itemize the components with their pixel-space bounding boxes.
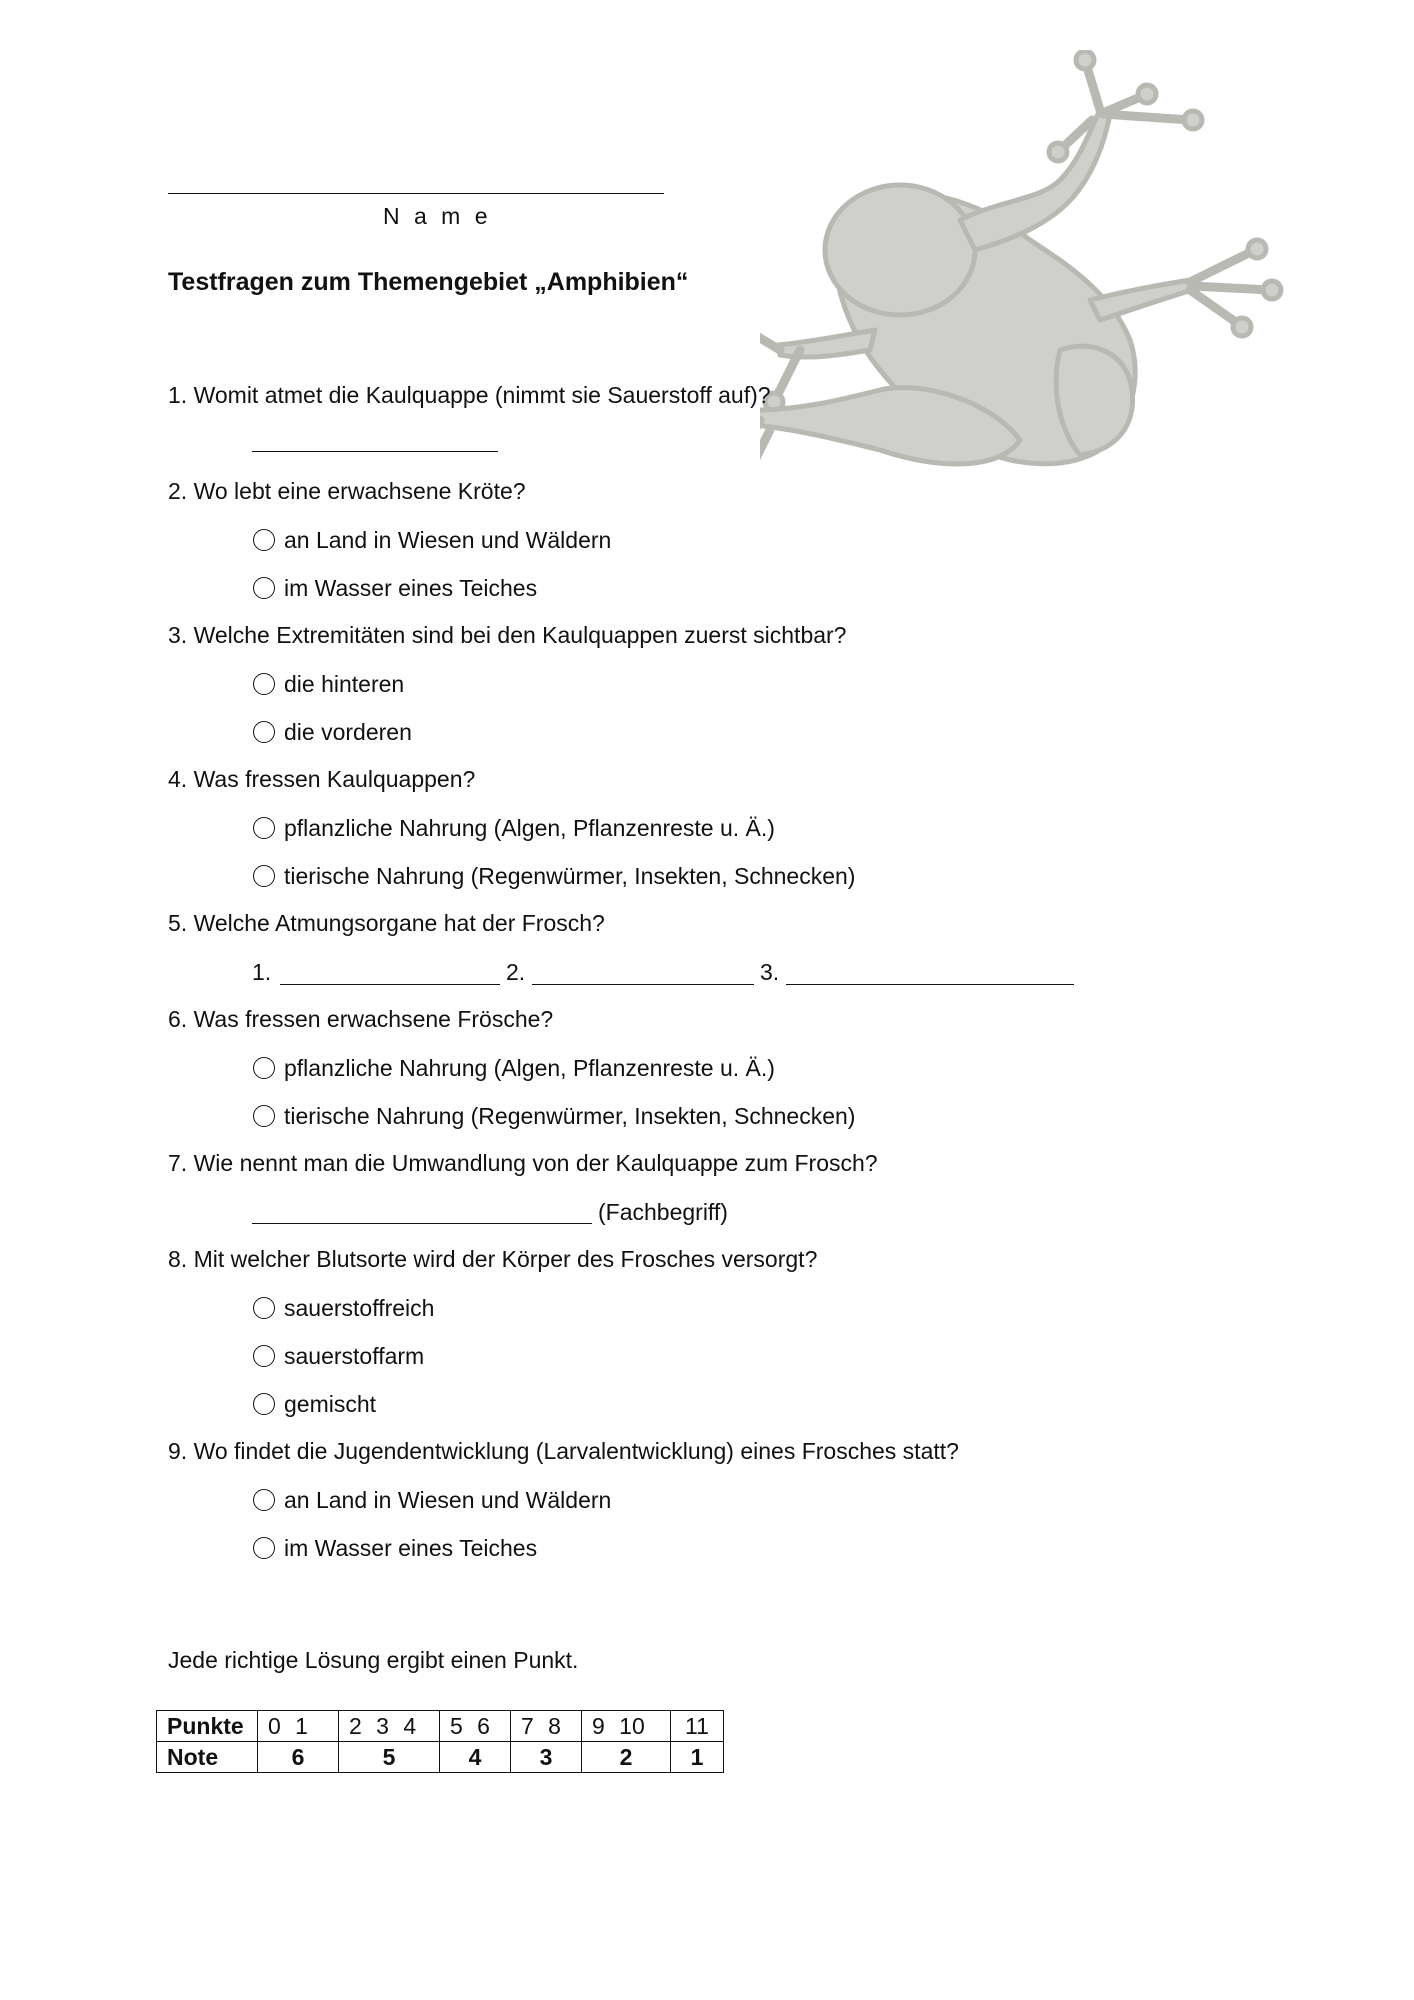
radio-q9-b[interactable] xyxy=(253,1537,275,1559)
radio-q4-a[interactable] xyxy=(253,817,275,839)
option-q6-b: tierische Nahrung (Regenwürmer, Insekten, Schnecken) xyxy=(284,1103,856,1129)
option-q8-a: sauerstoffreich xyxy=(284,1295,435,1321)
page-title: Testfragen zum Themengebiet „Amphibien“ xyxy=(168,268,689,296)
question-5: 5. Welche Atmungsorgane hat der Frosch? xyxy=(168,910,605,936)
grades-row xyxy=(157,1742,724,1773)
points-cell: 9 10 xyxy=(582,1711,671,1742)
grade-cell: 2 xyxy=(582,1742,671,1773)
answer-line-q7[interactable] xyxy=(252,1223,592,1224)
name-label: N a m e xyxy=(383,203,492,229)
blank-label-1: 1. xyxy=(252,959,272,985)
answer-line-q5-2[interactable] xyxy=(532,984,754,985)
answer-line-q1[interactable] xyxy=(252,451,498,452)
grades-label: Note xyxy=(157,1742,258,1773)
option-q2-a: an Land in Wiesen und Wäldern xyxy=(284,527,612,553)
option-q4-a: pflanzliche Nahrung (Algen, Pflanzenreste u. Ä.) xyxy=(284,815,775,841)
blank-label-3: 3. xyxy=(760,959,780,985)
radio-q8-c[interactable] xyxy=(253,1393,275,1415)
grade-cell: 3 xyxy=(511,1742,582,1773)
question-9: 9. Wo findet die Jugendentwicklung (Larvalentwicklung) eines Frosches statt? xyxy=(168,1438,959,1464)
grade-cell: 6 xyxy=(258,1742,339,1773)
radio-q6-b[interactable] xyxy=(253,1105,275,1127)
points-row xyxy=(157,1711,724,1742)
radio-q2-b[interactable] xyxy=(253,577,275,599)
question-3: 3. Welche Extremitäten sind bei den Kaulquappen zuerst sichtbar? xyxy=(168,622,847,648)
radio-q3-b[interactable] xyxy=(253,721,275,743)
answer-suffix-q7: (Fachbegriff) xyxy=(598,1199,728,1225)
option-q6-a: pflanzliche Nahrung (Algen, Pflanzenreste u. Ä.) xyxy=(284,1055,775,1081)
frog-icon xyxy=(760,50,1350,620)
points-cell: 7 8 xyxy=(511,1711,582,1742)
option-q4-b: tierische Nahrung (Regenwürmer, Insekten, Schnecken) xyxy=(284,863,856,889)
blank-label-2: 2. xyxy=(506,959,526,985)
option-q8-c: gemischt xyxy=(284,1391,377,1417)
option-q3-b: die vorderen xyxy=(284,719,412,745)
answer-line-q5-3[interactable] xyxy=(786,984,1074,985)
question-4: 4. Was fressen Kaulquappen? xyxy=(168,766,476,792)
footer-note: Jede richtige Lösung ergibt einen Punkt. xyxy=(168,1647,579,1673)
question-1: 1. Womit atmet die Kaulquappe (nimmt sie Sauerstoff auf)? xyxy=(168,382,771,408)
grade-cell: 5 xyxy=(339,1742,440,1773)
question-7: 7. Wie nennt man die Umwandlung von der Kaulquappe zum Frosch? xyxy=(168,1150,878,1176)
option-q8-b: sauerstoffarm xyxy=(284,1343,425,1369)
radio-q6-a[interactable] xyxy=(253,1057,275,1079)
option-q3-a: die hinteren xyxy=(284,671,405,697)
answer-line-q5-1[interactable] xyxy=(280,984,500,985)
radio-q8-b[interactable] xyxy=(253,1345,275,1367)
question-8: 8. Mit welcher Blutsorte wird der Körper des Frosches versorgt? xyxy=(168,1246,818,1272)
question-6: 6. Was fressen erwachsene Frösche? xyxy=(168,1006,554,1032)
option-q2-b: im Wasser eines Teiches xyxy=(284,575,538,601)
radio-q8-a[interactable] xyxy=(253,1297,275,1319)
grade-cell: 4 xyxy=(440,1742,511,1773)
grade-cell: 1 xyxy=(671,1742,724,1773)
option-q9-b: im Wasser eines Teiches xyxy=(284,1535,538,1561)
option-q9-a: an Land in Wiesen und Wäldern xyxy=(284,1487,612,1513)
radio-q2-a[interactable] xyxy=(253,529,275,551)
radio-q3-a[interactable] xyxy=(253,673,275,695)
points-cell: 11 xyxy=(671,1711,724,1742)
points-cell: 0 1 xyxy=(258,1711,339,1742)
points-cell: 5 6 xyxy=(440,1711,511,1742)
radio-q9-a[interactable] xyxy=(253,1489,275,1511)
points-cell: 2 3 4 xyxy=(339,1711,440,1742)
radio-q4-b[interactable] xyxy=(253,865,275,887)
points-label: Punkte xyxy=(157,1711,258,1742)
name-line[interactable] xyxy=(168,193,664,194)
grade-table xyxy=(156,1710,724,1773)
question-2: 2. Wo lebt eine erwachsene Kröte? xyxy=(168,478,526,504)
